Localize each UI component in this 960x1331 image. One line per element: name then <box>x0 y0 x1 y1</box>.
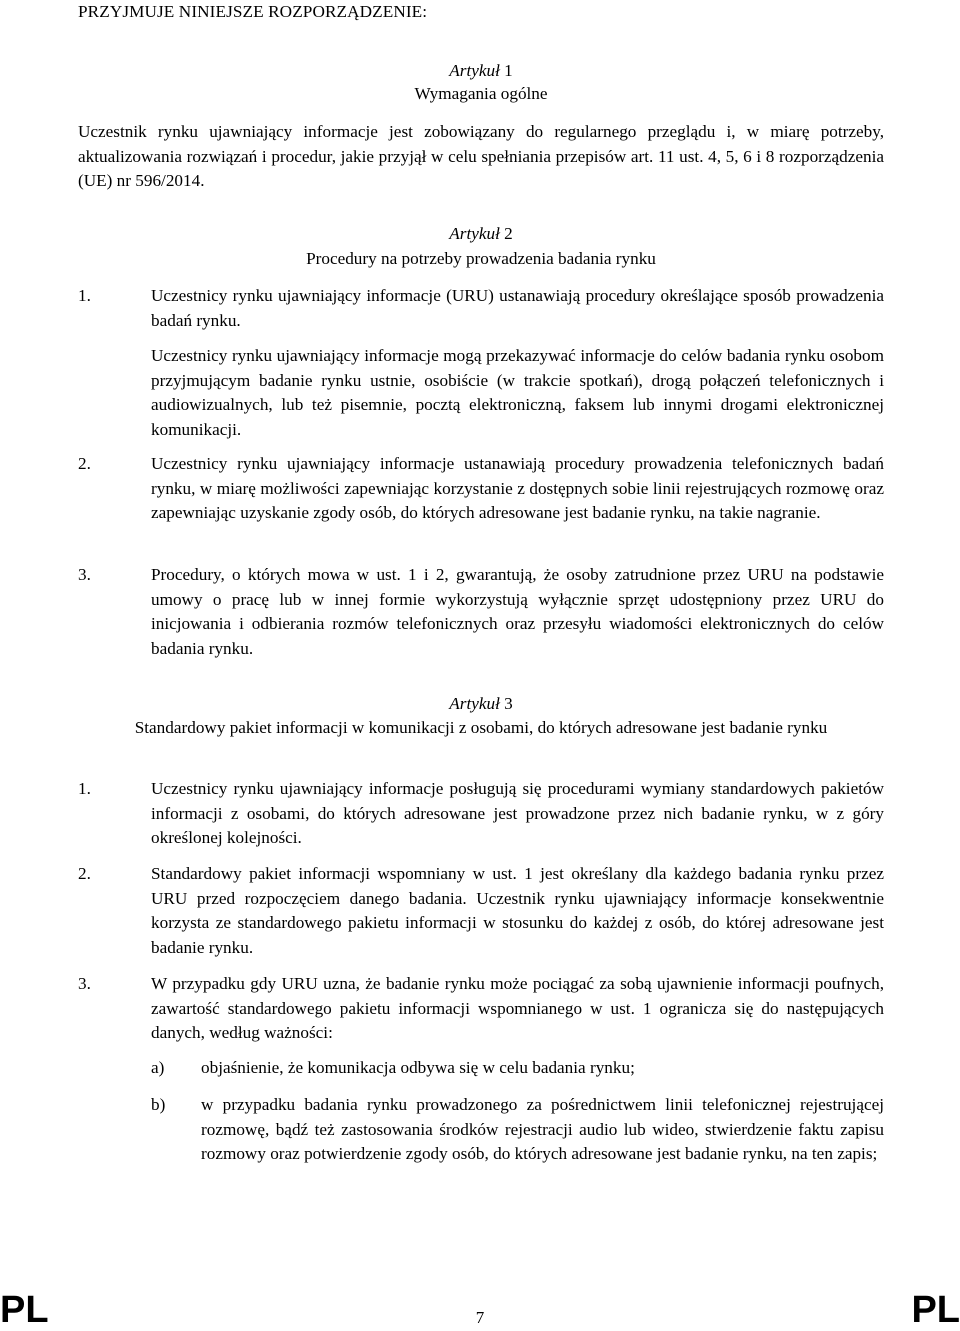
item-text: Procedury, o których mowa w ust. 1 i 2, gwarantują, że osoby zatrudnione przez URU na podstawie umowy o pracę lub w innej formie wykorzystują wyłącznie sprzęt udostępniony przez URU do inicjowania i odbierania rozmów telefonicznych oraz przesyłu wiadomości elektronicznych do celów badania rynku. <box>151 565 884 658</box>
item-number: 3. <box>78 974 91 993</box>
article-3-title <box>78 692 884 717</box>
subitem-letter: a) <box>151 1058 165 1077</box>
item-text: Standardowy pakiet informacji wspomniany w ust. 1 jest określany dla każdego badania rynku przez URU przed rozpoczęciem danego badania. Uczestnik rynku ujawniający informacje konsekwentnie korzysta ze standardowego pakietu informacji w stosunku do każdej z osób, do której adresowane jest badanie rynku. <box>151 864 884 957</box>
article-label: Artykuł <box>449 694 500 713</box>
item-text: Uczestnicy rynku ujawniający informacje ustanawiają procedury prowadzenia telefonicznych badań rynku, w miarę możliwości zapewniając korzystanie z dostępnych sobie linii rejestrujących rozmowę oraz zapewniając uzyskanie zgody osób, do których adresowane jest badanie rynku, na takie nagranie. <box>151 454 884 522</box>
subitem-text: w przypadku badania rynku prowadzonego za pośrednictwem linii telefonicznej rejestrującej rozmowę, bądź też zastosowania środków rejestracji audio lub wideo, stwierdzenie faktu zapisu rozmowy oraz potwierdzenie zgody osób, do których adresowane jest badanie rynku, na ten zapis; <box>201 1095 884 1163</box>
page-number: 7 <box>475 1308 485 1327</box>
article-number: 2 <box>504 224 513 243</box>
article-3-heading: Standardowy pakiet informacji w komunikacji z osobami, do których adresowane jest badanie rynku <box>134 718 828 737</box>
article-label: Artykuł <box>449 61 500 80</box>
item-text: Uczestnicy rynku ujawniający informacje posługują się procedurami wymiany standardowych pakietów informacji z osobami, do których adresowane jest prowadzone przez nich badanie rynku, w z góry określonej kolejności. <box>151 779 884 847</box>
article-1-text: Uczestnik rynku ujawniający informacje jest zobowiązany do regularnego przeglądu i, w miarę potrzeby, aktualizowania rozwiązań i procedur, jakie przyjął w celu spełniania przepisów art. 11 ust. 4, 5, 6 i 8 rozporządzenia (UE) nr 596/2014. <box>78 122 884 190</box>
article-2-item-1-paragraph: Uczestnicy rynku ujawniający informacje mogą przekazywać informacje do celów badania rynku osobom przyjmującym badanie rynku ustnie, osobiście (w trakcie spotkań), drogą połączeń telefonicznych i audiowizualnych, lub też pisemnie, pocztą elektroniczną, faksem lub innymi drogami elektronicznej komunikacji. <box>151 346 884 439</box>
item-number: 2. <box>78 864 91 883</box>
article-label: Artykuł <box>449 224 500 243</box>
article-1-heading: Wymagania ogólne <box>414 84 548 103</box>
subitem-text: objaśnienie, że komunikacja odbywa się w celu badania rynku; <box>201 1058 635 1077</box>
article-2-heading: Procedury na potrzeby prowadzenia badania rynku <box>306 249 656 268</box>
article-1-title <box>78 59 884 84</box>
footer-language-right: PL <box>911 1289 960 1331</box>
subitem-letter: b) <box>151 1095 166 1114</box>
item-text: Uczestnicy rynku ujawniający informacje (URU) ustanawiają procedury określające sposób prowadzenia badań rynku. <box>151 286 884 330</box>
item-text: W przypadku gdy URU uzna, że badanie rynku może pociągać za sobą ujawnienie informacji poufnych, zawartość standardowego pakietu informacji wspomnianego w ust. 1 ogranicza się do następujących danych, według ważności: <box>151 974 884 1042</box>
item-number: 1. <box>78 779 91 798</box>
item-number: 2. <box>78 454 91 473</box>
regulation-header: PRZYJMUJE NINIEJSZE ROZPORZĄDZENIE: <box>78 2 428 21</box>
item-number: 3. <box>78 565 91 584</box>
item-number: 1. <box>78 286 91 305</box>
article-number: 1 <box>504 61 513 80</box>
article-number: 3 <box>504 694 513 713</box>
article-2-title <box>78 222 884 247</box>
footer-language-left: PL <box>0 1289 49 1331</box>
